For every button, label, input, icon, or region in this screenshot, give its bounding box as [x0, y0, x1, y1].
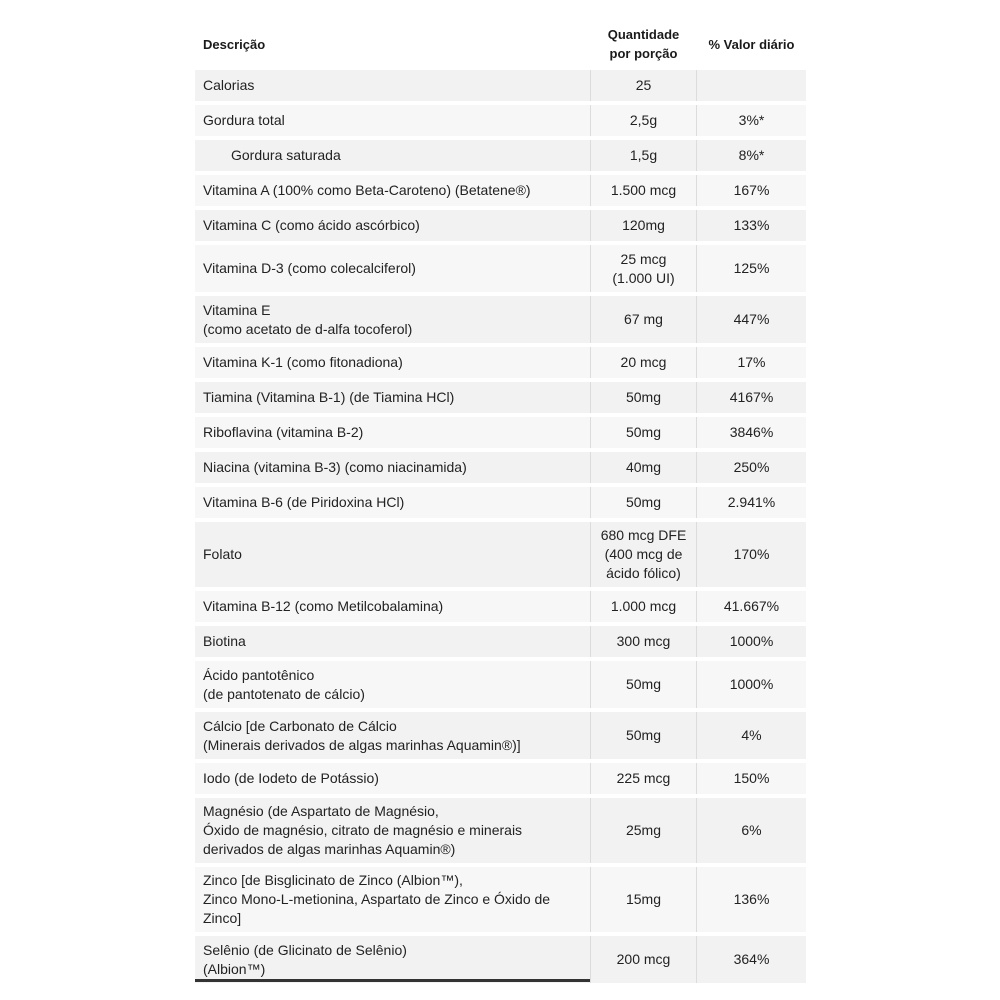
table-row: [195, 245, 806, 292]
row-quantity: 1.000 mcg: [590, 591, 697, 622]
row-description: Calorias: [203, 77, 255, 93]
row-daily-value: 4167%: [729, 389, 774, 405]
row-description: Vitamina K-1 (como fitonadiona): [203, 354, 403, 370]
row-description: Biotina: [203, 633, 246, 649]
row-description: Selênio (de Glicinato de Selênio) (Albion™): [203, 941, 407, 977]
row-quantity: 50mg: [590, 382, 697, 413]
row-daily-value: 41.667%: [723, 598, 780, 614]
row-description: Magnésio (de Aspartato de Magnésio, Óxido de magnésio, citrato de magnésio e minerais derivados de algas marinhas Aquamin®): [203, 803, 523, 857]
table-body: [195, 70, 806, 983]
row-daily-value: 8%*: [738, 147, 765, 163]
header-daily-value: % Valor diário: [708, 36, 795, 52]
row-quantity: 15mg: [590, 867, 697, 932]
table-row: [195, 867, 806, 932]
row-description: Vitamina A (100% como Beta-Caroteno) (Betatene®): [203, 182, 531, 198]
row-daily-value: 133%: [733, 217, 770, 233]
row-description: Riboflavina (vitamina B-2): [203, 424, 364, 440]
row-quantity: 50mg: [590, 487, 697, 518]
table-row: [195, 626, 806, 657]
row-quantity: 300 mcg: [590, 626, 697, 657]
table-row: [195, 417, 806, 448]
row-quantity: 2,5g: [590, 105, 697, 136]
row-daily-value: 4%: [741, 727, 762, 743]
row-daily-value: 170%: [733, 546, 770, 562]
row-description: Vitamina B-6 (de Piridoxina HCl): [203, 494, 405, 510]
table-row: [195, 591, 806, 622]
row-quantity: 25mg: [590, 798, 697, 863]
row-description: Cálcio [de Carbonato de Cálcio (Minerais derivados de algas marinhas Aquamin®)]: [203, 717, 521, 753]
row-daily-value: 250%: [733, 459, 770, 475]
row-description: Vitamina D-3 (como colecalciferol): [203, 260, 416, 276]
nutrition-table: [195, 18, 806, 987]
table-row: [195, 175, 806, 206]
table-row: [195, 347, 806, 378]
row-description: Zinco [de Bisglicinato de Zinco (Albion™), Zinco Mono-L-metionina, Aspartato de Zinco e Óxido de Zinco]: [203, 872, 551, 926]
header-description: Descrição: [203, 36, 266, 52]
table-row: [195, 70, 806, 101]
row-daily-value: 447%: [733, 311, 770, 327]
table-row: [195, 661, 806, 708]
row-daily-value: 136%: [733, 891, 770, 907]
row-daily-value: 6%: [741, 822, 762, 838]
row-daily-value: 2.941%: [727, 494, 776, 510]
row-daily-value: 17%: [737, 354, 766, 370]
table-row: [195, 712, 806, 759]
row-daily-value: 167%: [733, 182, 770, 198]
row-description: Folato: [203, 546, 242, 562]
row-quantity: 25 mcg (1.000 UI): [590, 245, 697, 292]
row-description: Gordura saturada: [231, 147, 341, 163]
row-quantity: 1,5g: [590, 140, 697, 171]
row-daily-value: 3%*: [738, 112, 765, 128]
row-quantity: 200 mcg: [590, 936, 697, 983]
row-quantity: 680 mcg DFE (400 mcg de ácido fólico): [590, 522, 697, 587]
table-row: [195, 382, 806, 413]
row-quantity: 67 mg: [590, 296, 697, 343]
header-quantity: Quantidade por porção: [607, 27, 680, 61]
row-daily-value: [697, 70, 806, 101]
table-row: [195, 210, 806, 241]
row-quantity: 225 mcg: [590, 763, 697, 794]
row-quantity: 25: [590, 70, 697, 101]
row-quantity: 1.500 mcg: [590, 175, 697, 206]
table-row: [195, 452, 806, 483]
row-description: Iodo (de Iodeto de Potássio): [203, 770, 379, 786]
row-quantity: 50mg: [590, 712, 697, 759]
row-daily-value: 125%: [733, 260, 770, 276]
row-description: Ácido pantotênico (de pantotenato de cálcio): [203, 666, 365, 702]
table-row: [195, 487, 806, 518]
row-daily-value: 3846%: [729, 424, 774, 440]
row-description: Vitamina E (como acetato de d-alfa tocoferol): [203, 301, 413, 337]
row-quantity: 50mg: [590, 661, 697, 708]
row-quantity: 50mg: [590, 417, 697, 448]
row-description: Niacina (vitamina B-3) (como niacinamida): [203, 459, 467, 475]
table-row: [195, 763, 806, 794]
row-description: Tiamina (Vitamina B-1) (de Tiamina HCl): [203, 389, 455, 405]
row-daily-value: 364%: [733, 951, 770, 967]
table-row: [195, 296, 806, 343]
row-daily-value: 1000%: [729, 633, 774, 649]
row-description: Gordura total: [203, 112, 285, 128]
table-row: [195, 105, 806, 136]
table-row: [195, 140, 806, 171]
table-header: [195, 18, 806, 70]
row-quantity: 20 mcg: [590, 347, 697, 378]
row-description: Vitamina C (como ácido ascórbico): [203, 217, 420, 233]
row-daily-value: 150%: [733, 770, 770, 786]
row-quantity: 40mg: [590, 452, 697, 483]
row-quantity: 120mg: [590, 210, 697, 241]
table-row: [195, 798, 806, 863]
table-row: [195, 936, 806, 983]
row-description: Vitamina B-12 (como Metilcobalamina): [203, 598, 444, 614]
row-daily-value: 1000%: [729, 676, 774, 692]
bottom-divider: [195, 979, 590, 982]
table-row: [195, 522, 806, 587]
